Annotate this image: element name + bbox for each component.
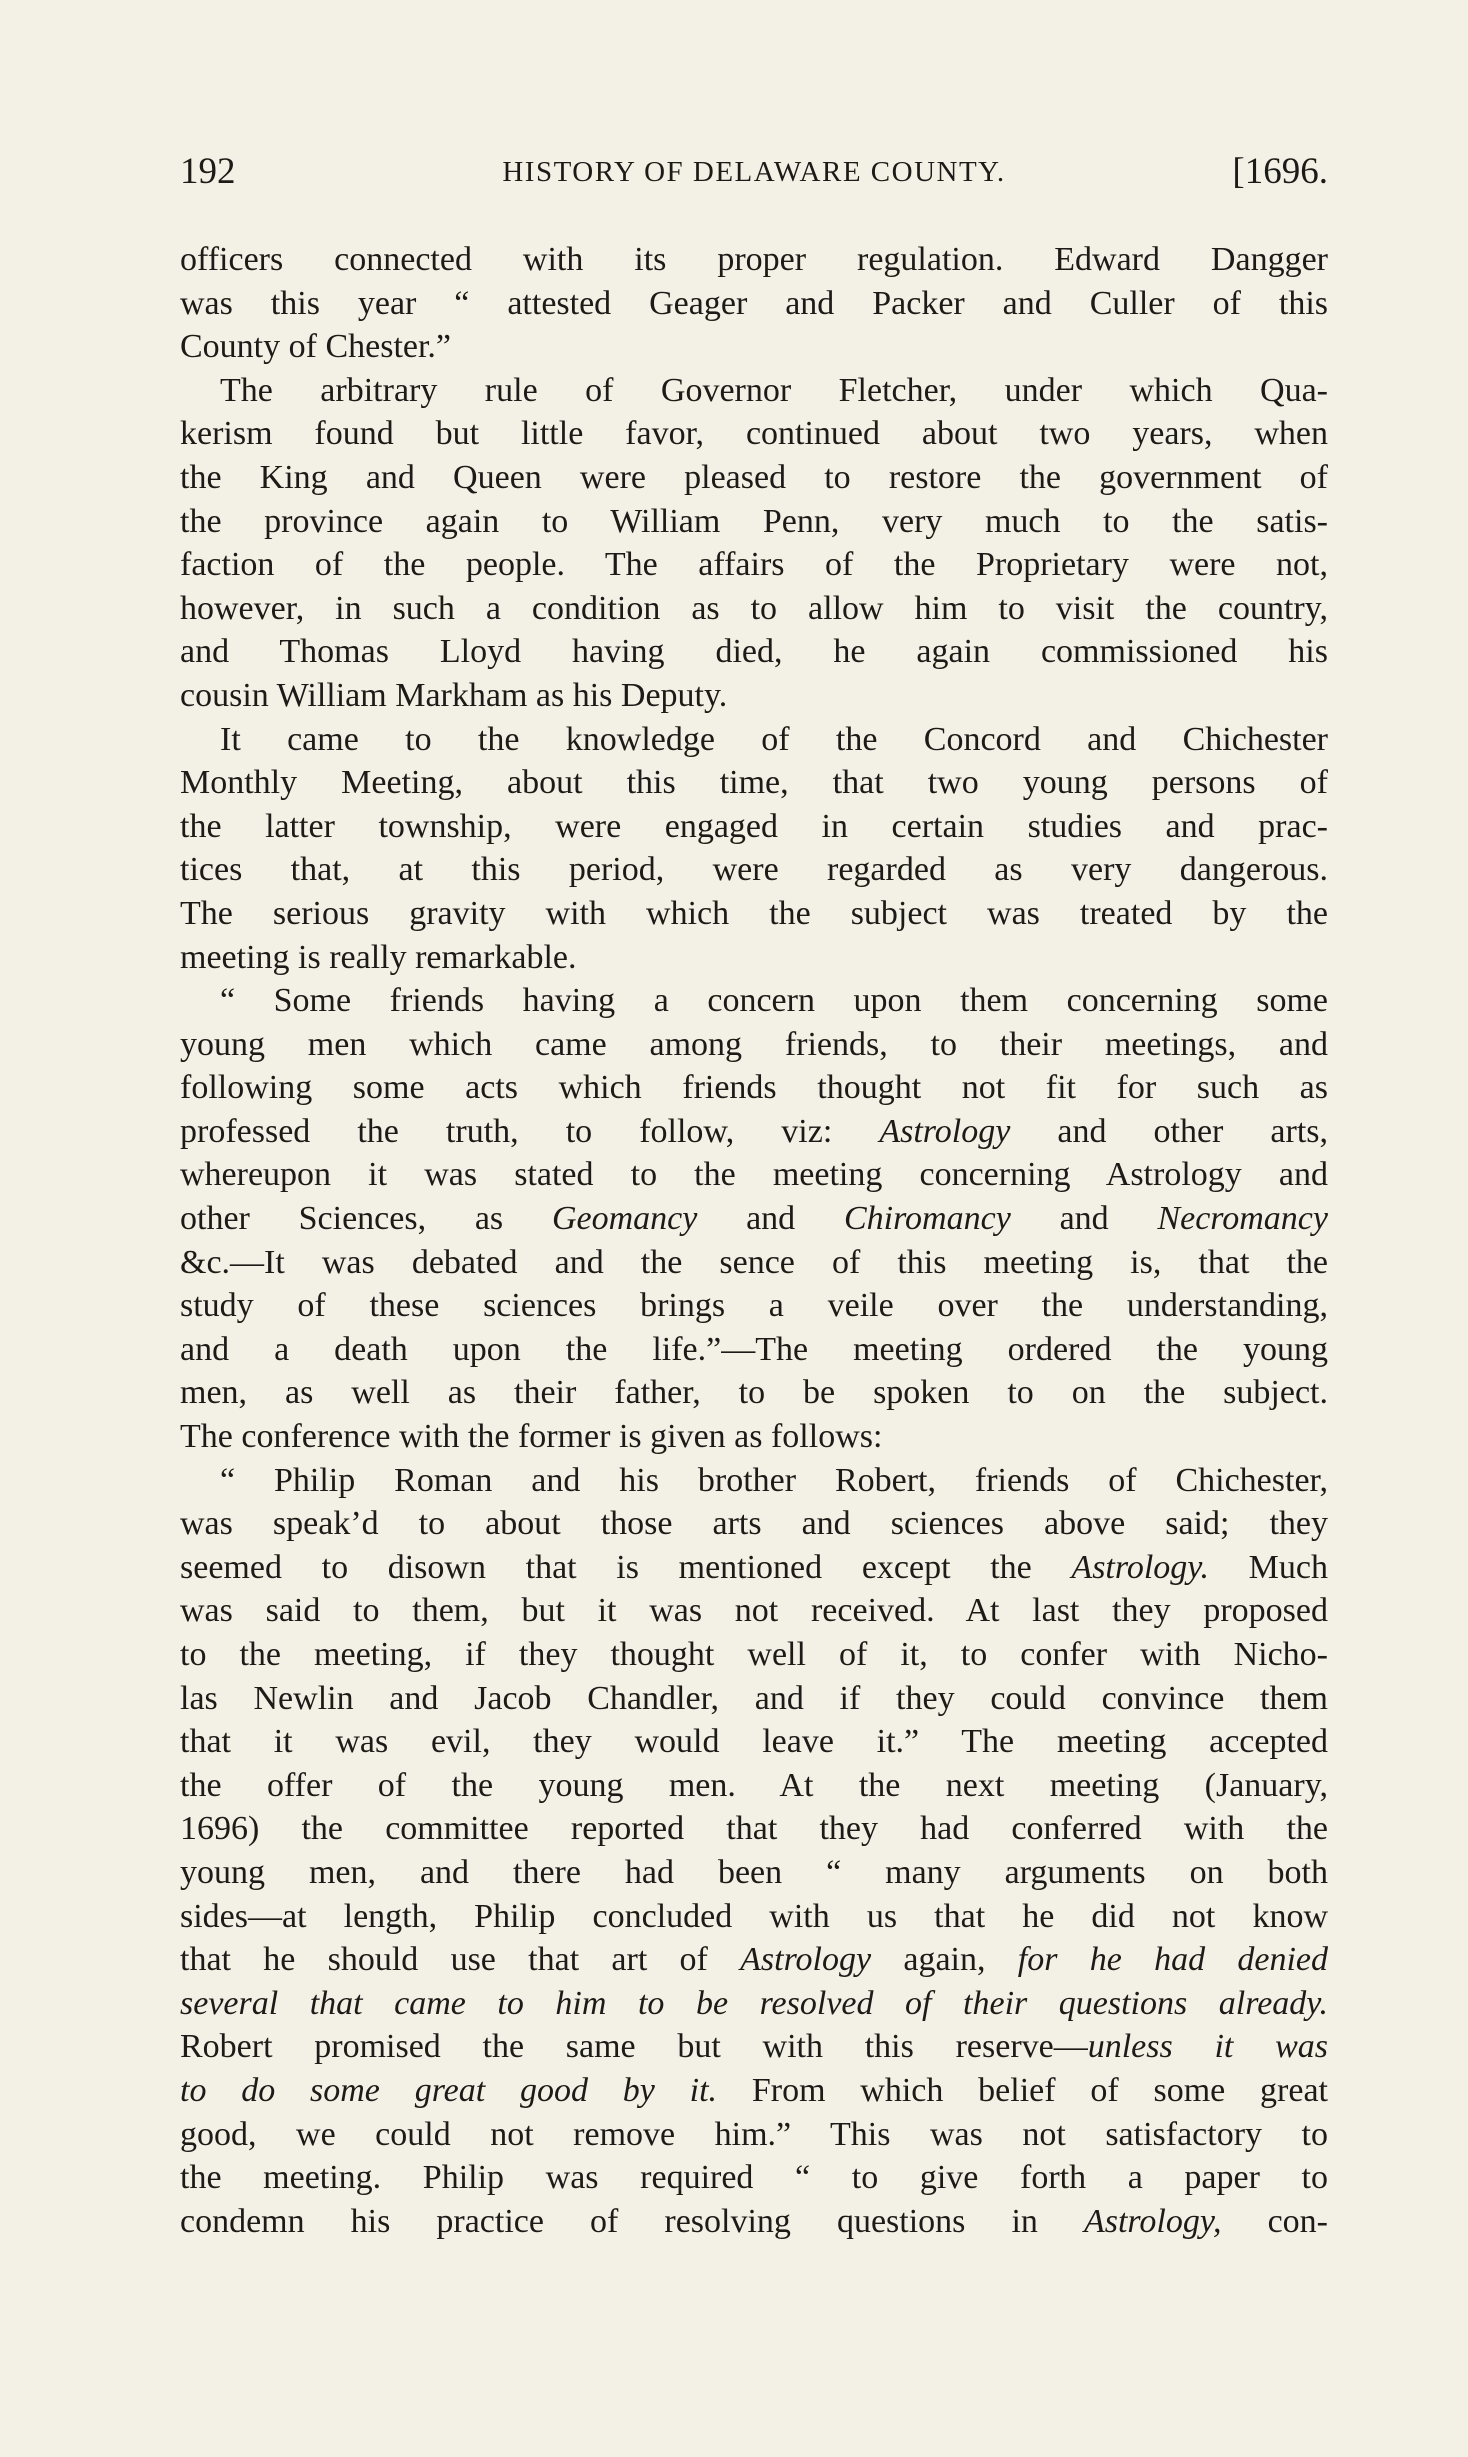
text-line — [180, 1241, 1328, 1285]
text-segment: condemn his practice of resolving questions in — [180, 2202, 1084, 2240]
text-segment: las Newlin and Jacob Chandler, and if they could convince them — [180, 1679, 1328, 1717]
text-segment: whereupon it was stated to the meeting concerning Astrology and — [180, 1156, 1328, 1194]
text-line — [180, 1284, 1328, 1328]
text-line — [180, 1677, 1328, 1721]
text-segment: and — [1010, 1200, 1158, 1238]
text-segment: Much — [1209, 1548, 1328, 1586]
text-segment: “ Some friends having a concern upon them concerning some — [220, 982, 1328, 1020]
italic-text: Geomancy — [551, 1200, 698, 1238]
text-line — [180, 500, 1328, 544]
italic-text: Necromancy — [1157, 1200, 1328, 1238]
text-line — [180, 805, 1328, 849]
text-line — [180, 1502, 1328, 1546]
text-segment: The conference with the former is given as follows: — [180, 1418, 883, 1456]
italic-text: Astrology — [879, 1112, 1011, 1150]
italic-text: for he had denied — [1017, 1941, 1328, 1979]
italic-text: Astrology, — [1083, 2202, 1222, 2240]
text-line — [180, 282, 1328, 326]
text-segment: kerism found but little favor, continued about two years, when — [180, 415, 1328, 453]
text-segment: Monthly Meeting, about this time, that two young persons of — [180, 764, 1328, 802]
text-line — [180, 848, 1328, 892]
text-segment: cousin William Markham as his Deputy. — [180, 676, 728, 714]
running-title: HISTORY OF DELAWARE COUNTY. — [502, 156, 1006, 188]
text-line — [180, 1982, 1328, 2026]
text-line — [180, 1720, 1328, 1764]
text-line — [180, 456, 1328, 500]
text-line — [180, 587, 1328, 631]
text-line — [180, 325, 1328, 369]
text-segment: following some acts which friends thought not fit for such as — [180, 1069, 1328, 1107]
text-line — [180, 543, 1328, 587]
text-line — [180, 1023, 1328, 1067]
text-line — [180, 412, 1328, 456]
text-segment: other Sciences, as — [180, 1200, 552, 1238]
text-segment: sides—at length, Philip concluded with us that he did not know — [180, 1897, 1328, 1935]
text-line — [180, 1851, 1328, 1895]
text-segment: The arbitrary rule of Governor Fletcher, under which Qua- — [220, 371, 1328, 409]
text-line — [180, 1371, 1328, 1415]
text-segment: the province again to William Penn, very much to the satis- — [180, 502, 1328, 540]
text-segment: was said to them, but it was not received. At last they proposed — [180, 1592, 1328, 1630]
text-line — [180, 979, 1328, 1023]
italic-text: several that came to him to be resolved of their questions already. — [180, 1984, 1328, 2022]
text-line — [180, 761, 1328, 805]
text-line — [180, 2113, 1328, 2157]
text-line — [180, 1153, 1328, 1197]
text-line — [180, 1110, 1328, 1154]
text-segment: 1696) the committee reported that they had conferred with the — [180, 1810, 1328, 1848]
text-segment: and — [697, 1200, 844, 1238]
text-line — [180, 238, 1328, 282]
italic-text: Astrology. — [1071, 1548, 1209, 1586]
text-segment: was speak’d to about those arts and sciences above said; they — [180, 1505, 1328, 1543]
text-line — [180, 1328, 1328, 1372]
text-segment: that he should use that art of — [180, 1941, 741, 1979]
text-line — [180, 674, 1328, 718]
text-line — [180, 2200, 1328, 2244]
text-segment: faction of the people. The affairs of the Proprietary were not, — [180, 546, 1328, 584]
text-segment: “ Philip Roman and his brother Robert, friends of Chichester, — [220, 1461, 1328, 1499]
text-segment: Robert promised the same but with this reserve— — [180, 2028, 1088, 2066]
italic-text: Astrology — [740, 1941, 872, 1979]
text-segment: the offer of the young men. At the next meeting (January, — [180, 1766, 1328, 1804]
text-segment: County of Chester.” — [180, 328, 452, 366]
body-text — [180, 238, 1328, 2243]
text-line — [180, 1066, 1328, 1110]
text-line — [180, 1197, 1328, 1241]
text-segment: young men, and there had been “ many arguments on both — [180, 1853, 1328, 1891]
italic-text: Chiromancy — [843, 1200, 1011, 1238]
text-segment: the meeting. Philip was required “ to give forth a paper to — [180, 2159, 1328, 2197]
text-segment: and a death upon the life.”—The meeting ordered the young — [180, 1330, 1328, 1368]
text-segment: &c.—It was debated and the sence of this meeting is, that the — [180, 1243, 1328, 1281]
page-number: 192 — [180, 151, 236, 192]
text-line — [180, 1415, 1328, 1459]
text-segment: however, in such a condition as to allow him to visit the country, — [180, 589, 1328, 627]
text-segment: tices that, at this period, were regarded as very dangerous. — [180, 851, 1328, 889]
text-line — [180, 2069, 1328, 2113]
italic-text: to do some great good by it. — [180, 2071, 718, 2109]
text-line — [180, 1546, 1328, 1590]
text-segment: From which belief of some great — [717, 2071, 1328, 2109]
text-segment: seemed to disown that is mentioned except the — [180, 1548, 1072, 1586]
text-line — [180, 2025, 1328, 2069]
text-line — [180, 1764, 1328, 1808]
text-segment: study of these sciences brings a veile over the understanding, — [180, 1287, 1328, 1325]
year-mark: [1696. — [1232, 151, 1328, 192]
text-segment: officers connected with its proper regulation. Edward Dangger — [180, 241, 1328, 278]
text-segment: The serious gravity with which the subject was treated by the — [180, 894, 1328, 932]
text-segment: and other arts, — [1010, 1112, 1328, 1150]
page-header — [180, 150, 1328, 200]
text-segment: to the meeting, if they thought well of it, to confer with Nicho- — [180, 1636, 1328, 1673]
text-segment: that it was evil, they would leave it.” The meeting accepted — [180, 1723, 1328, 1761]
text-line — [180, 1459, 1328, 1503]
text-line — [180, 718, 1328, 762]
text-line — [180, 892, 1328, 936]
text-segment: the latter township, were engaged in certain studies and prac- — [180, 807, 1328, 845]
text-segment: was this year “ attested Geager and Packer and Culler of this — [180, 284, 1328, 322]
text-line — [180, 1589, 1328, 1633]
text-segment: professed the truth, to follow, viz: — [180, 1112, 880, 1150]
text-segment: young men which came among friends, to their meetings, and — [180, 1025, 1328, 1063]
text-line — [180, 369, 1328, 413]
text-segment: and Thomas Lloyd having died, he again commissioned his — [180, 633, 1328, 671]
text-line — [180, 1633, 1328, 1677]
text-line — [180, 1938, 1328, 1982]
text-segment: the King and Queen were pleased to restore the government of — [180, 458, 1328, 496]
text-segment: again, — [871, 1941, 1018, 1979]
text-line — [180, 2156, 1328, 2200]
text-line — [180, 1895, 1328, 1939]
text-segment: meeting is really remarkable. — [180, 938, 577, 976]
text-segment: con- — [1221, 2202, 1328, 2240]
text-line — [180, 936, 1328, 980]
text-segment: good, we could not remove him.” This was not satisfactory to — [180, 2115, 1328, 2153]
text-line — [180, 630, 1328, 674]
text-line — [180, 1807, 1328, 1851]
text-segment: It came to the knowledge of the Concord and Chichester — [220, 720, 1328, 758]
text-segment: men, as well as their father, to be spoken to on the subject. — [180, 1374, 1328, 1412]
italic-text: unless it was — [1087, 2028, 1328, 2066]
